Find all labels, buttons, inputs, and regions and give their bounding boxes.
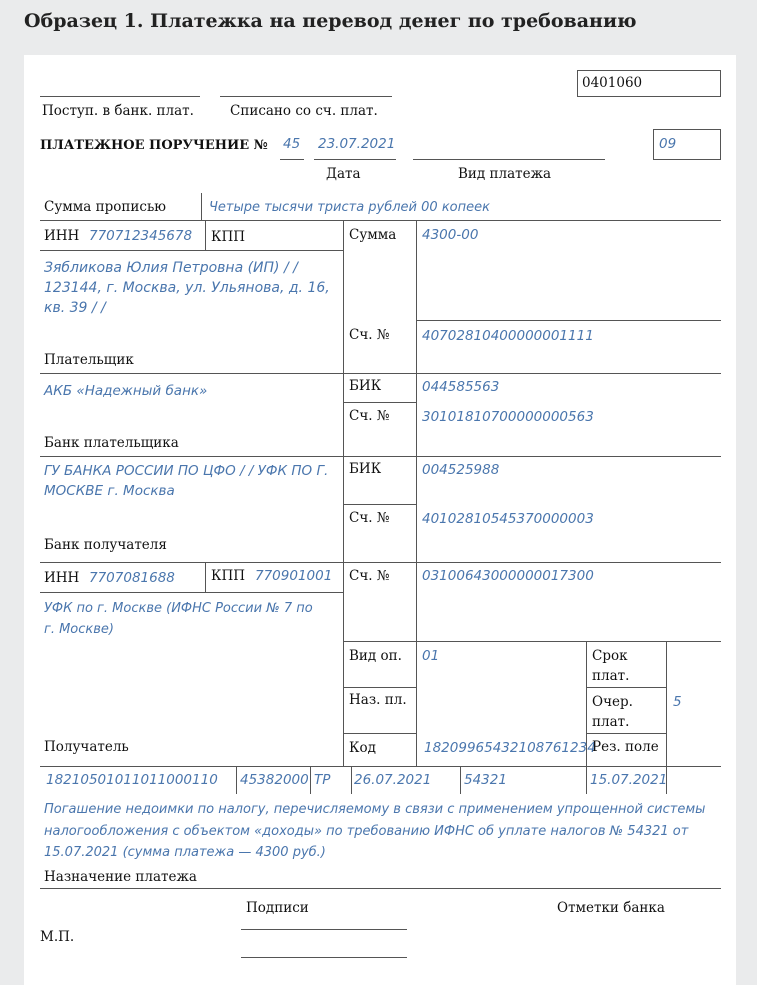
code-label: Код — [349, 740, 376, 756]
payer-bank-bik: 044585563 — [422, 379, 500, 395]
order-date: 23.07.2021 — [318, 136, 396, 152]
receiver-inn-label: ИНН — [44, 570, 80, 586]
order-number: 45 — [283, 136, 301, 152]
receiver-name: УФК по г. Москве (ИФНС России № 7 по г. Москве) — [44, 601, 313, 637]
payer-bank-bik-label: БИК — [349, 378, 382, 394]
date-label: Дата — [326, 166, 361, 182]
divider — [460, 766, 461, 794]
signature-line-1 — [241, 929, 407, 930]
signature-line-2 — [241, 957, 407, 958]
number-line — [280, 159, 304, 160]
payer-account: 40702810400000001111 — [422, 328, 594, 344]
payer-bank-account: 30101810700000000563 — [422, 409, 594, 425]
receiver-bank-account-label: Сч. № — [349, 510, 390, 526]
payer-account-label: Сч. № — [349, 327, 390, 343]
divider — [40, 456, 721, 457]
stamp-label: М.П. — [40, 929, 75, 945]
divider — [343, 220, 344, 766]
payer-name: Зябликова Юлия Петровна (ИП) / / 123144, г. Москва, ул. Ульянова, д. 16, кв. 39 / / — [44, 260, 330, 316]
divider — [666, 641, 667, 766]
divider — [416, 320, 721, 321]
receiver-bank-bik-label: БИК — [349, 461, 382, 477]
debited-label: Списано со сч. плат. — [230, 103, 378, 119]
payer-bank-label: Банк плательщика — [44, 435, 179, 451]
payment-type-line — [413, 159, 605, 160]
payment-type-label: Вид платежа — [458, 166, 552, 182]
bank-marks-label: Отметки банка — [557, 900, 665, 916]
divider — [343, 402, 416, 403]
payer-bank-name: АКБ «Надежный банк» — [44, 383, 208, 399]
divider — [205, 220, 206, 250]
receiver-label: Получатель — [44, 739, 129, 755]
divider — [343, 687, 416, 688]
divider — [416, 220, 417, 766]
amount: 4300-00 — [422, 227, 479, 243]
divider — [40, 220, 721, 221]
receiver-account: 03100643000000017300 — [422, 568, 594, 584]
divider — [236, 766, 237, 794]
payment-purpose: Погашение недоимки по налогу, перечисляемому в связи с применением упрощенной системы налогообложения с объектом «доходы» по требованию ИФНС об уплате налогов № 54321 от 15.07.2021 (сумма платежа — 4300 руб.) — [44, 802, 706, 860]
tax-period: 26.07.2021 — [354, 772, 432, 788]
divider — [205, 562, 206, 592]
payer-inn-label: ИНН — [44, 228, 80, 244]
divider — [343, 641, 721, 642]
op-type: 01 — [422, 648, 440, 664]
purpose-label: Назначение платежа — [44, 869, 197, 885]
received-line — [40, 96, 200, 97]
signatures-label: Подписи — [246, 900, 309, 916]
divider — [40, 250, 343, 251]
divider — [40, 888, 721, 889]
receiver-kpp: 770901001 — [255, 568, 333, 584]
divider — [586, 766, 587, 794]
sum-label: Сумма — [349, 227, 397, 243]
payer-bank-account-label: Сч. № — [349, 408, 390, 424]
receiver-bank-account: 40102810545370000003 — [422, 511, 594, 527]
code-value: 18209965432108761234 — [424, 740, 596, 756]
payer-label: Плательщик — [44, 352, 134, 368]
form-code: 0401060 — [582, 75, 643, 91]
tax-doc-date: 15.07.2021 — [590, 772, 668, 788]
divider — [351, 766, 352, 794]
priority-label: Очер. плат. — [592, 694, 633, 730]
tax-doc-number: 54321 — [464, 772, 507, 788]
tax-oktmo: 45382000 — [240, 772, 309, 788]
receiver-inn: 7707081688 — [89, 570, 175, 586]
divider — [40, 766, 721, 767]
date-line — [314, 159, 396, 160]
tax-basis: ТР — [314, 772, 331, 788]
reserve-label: Рез. поле — [592, 739, 659, 755]
amount-words-label: Сумма прописью — [44, 199, 167, 215]
divider — [310, 766, 311, 794]
receiver-bank-name: ГУ БАНКА РОССИИ ПО ЦФО / / УФК ПО Г. МОСКВЕ г. Москва — [44, 463, 329, 499]
debited-line — [220, 96, 392, 97]
priority: 5 — [673, 694, 682, 710]
tax-kbk: 18210501011011000110 — [46, 772, 218, 788]
divider — [40, 562, 721, 563]
divider — [343, 733, 416, 734]
amount-words: Четыре тысячи триста рублей 00 копеек — [209, 200, 490, 215]
divider — [586, 733, 666, 734]
purpose-code-label: Наз. пл. — [349, 692, 407, 708]
receiver-bank-label: Банк получателя — [44, 537, 167, 553]
divider — [586, 687, 666, 688]
divider — [40, 592, 343, 593]
divider — [201, 193, 202, 220]
receiver-account-label: Сч. № — [349, 568, 390, 584]
payer-kpp-label: КПП — [211, 229, 245, 245]
op-type-label: Вид оп. — [349, 648, 402, 664]
divider — [343, 504, 416, 505]
page-heading: Образец 1. Платежка на перевод денег по требованию — [24, 10, 637, 32]
receiver-bank-bik: 004525988 — [422, 462, 500, 478]
received-label: Поступ. в банк. плат. — [42, 103, 194, 119]
deadline-label: Срок плат. — [592, 648, 630, 684]
receiver-kpp-label: КПП — [211, 568, 245, 584]
payer-inn: 770712345678 — [89, 228, 193, 244]
divider — [40, 373, 721, 374]
status-code: 09 — [659, 136, 677, 152]
form-title: ПЛАТЕЖНОЕ ПОРУЧЕНИЕ № — [40, 138, 268, 153]
